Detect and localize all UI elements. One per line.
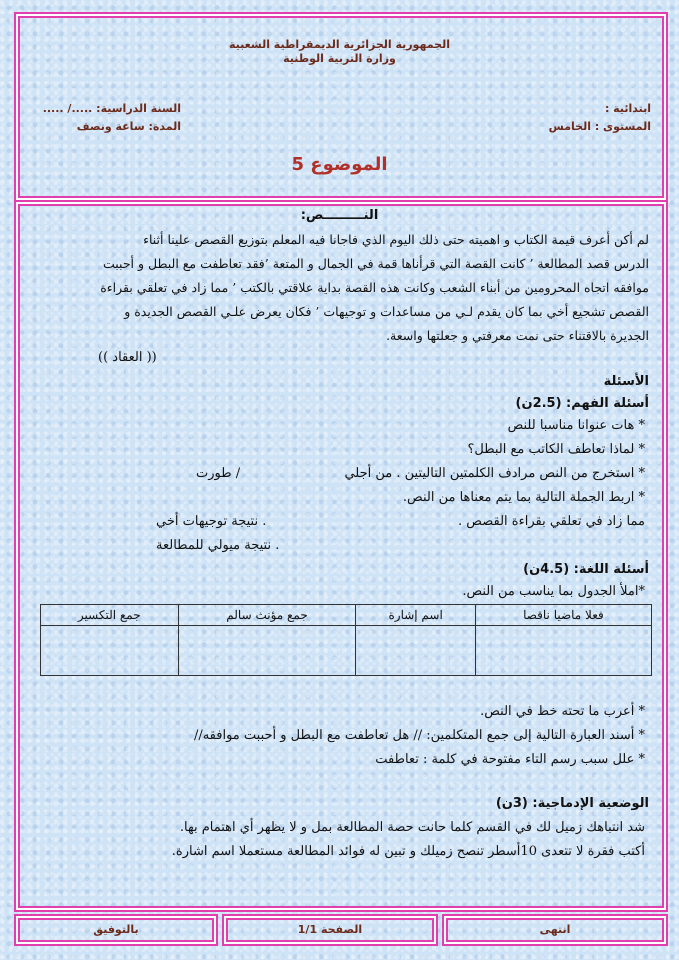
table-header: جمع مؤنث سالم [178, 605, 356, 626]
table-header: اسم إشارة [356, 605, 475, 626]
table-cell[interactable] [178, 626, 356, 676]
duration-label: المدة: ساعة ونصف [76, 120, 181, 133]
table-cell[interactable] [475, 626, 651, 676]
link-option: . نتيجة ميولي للمطالعة [156, 538, 280, 553]
table-instruction: *املأ الجدول بما يناسب من النص. [462, 584, 645, 599]
school-label: ابتدائية : [604, 102, 651, 115]
comprehension-question: * لماذا تعاطف الكاتب مع البطل؟ [467, 442, 645, 457]
level-label: المستوى : الخامس [548, 120, 651, 133]
integration-title: الوضعية الإدماجية: (3ن) [495, 796, 649, 811]
footer-page-number: الصفحة 1/1 [222, 914, 438, 946]
table-cell[interactable] [356, 626, 475, 676]
passage-line: موافقه اتجاه المحرومين من أبناء الشعب وكانت هذه القصة بداية علاقتي بالكتب ’ مما زاد في تعلقي بقراءة [100, 280, 649, 295]
passage-line: القصص تشجيع أخي بما كان يقدم لـي من مساعدات و توجيهات ’ فكان يعرض علـي القصص الجديدة و [124, 304, 649, 319]
ministry-title: وزارة التربية الوطنية [283, 52, 396, 65]
answer-table [40, 604, 652, 676]
language-question: * علل سبب رسم التاء مفتوحة في كلمة : تعاطفت [375, 752, 645, 767]
link-option: . نتيجة توجيهات أخي [156, 514, 267, 529]
table-header: فعلا ماضيا ناقصا [475, 605, 651, 626]
table-cell[interactable] [41, 626, 179, 676]
passage-title: النـــــــــص: [300, 208, 379, 223]
passage-author: (( العقاد )) [98, 350, 157, 365]
comprehension-title: أسئلة الفهم: (2.5ن) [515, 396, 649, 411]
table-header: جمع التكسير [41, 605, 179, 626]
integration-line: أكتب فقرة لا تتعدى 10أسطر تنصح زميلك و تبين له فوائد المطالعة مستعملا اسم اشارة. [171, 844, 645, 859]
footer-good-luck: بالتوفيق [14, 914, 218, 946]
comprehension-question: * اربط الجملة التالية بما يتم معناها من النص. [402, 490, 645, 505]
passage-line: الجديرة بالاقتناء حتى نمت معرفتي و جعلتها واسعة. [386, 328, 649, 343]
language-title: أسئلة اللغة: (4.5ن) [523, 562, 649, 577]
republic-title: الجمهورية الجزائرية الديمقراطية الشعبية [229, 38, 450, 51]
subject-title: الموضوع 5 [291, 154, 388, 175]
footer-end: انتهى [442, 914, 668, 946]
comprehension-question: * هات عنوانا مناسبا للنص [507, 418, 645, 433]
language-question: * أسند العبارة التالية إلى جمع المتكلمين: // هل تعاطفت مع البطل و أحببت موافقه// [193, 728, 645, 743]
integration-line: شد انتباهك زميل لك في القسم كلما حانت حصة المطالعة بمل و لا يظهر أي اهتمام بها. [179, 820, 645, 835]
questions-heading: الأسئلة [603, 374, 649, 389]
synonym-words: / طورت [196, 466, 241, 481]
passage-line: الدرس قصد المطالعة ’ كانت القصة التي قرأناها قمة في الجمال و المتعة ’فقد تعاطفت مع البطل و أحببت [103, 256, 649, 271]
language-question: * أعرب ما تحته خط في النص. [480, 704, 645, 719]
school-year-label: السنة الدراسية: ...../ ..... [42, 102, 181, 115]
passage-line: لم أكن أعرف قيمة الكتاب و اهميته حتى ذلك اليوم الذي فاجانا فيه المعلم بتوزيع القصص علينا أثناء [143, 232, 649, 247]
link-sentence: مما زاد في تعلقي بقراءة القصص . [458, 514, 645, 529]
comprehension-question: * استخرج من النص مرادف الكلمتين التاليتين . من أجلي [344, 466, 645, 481]
